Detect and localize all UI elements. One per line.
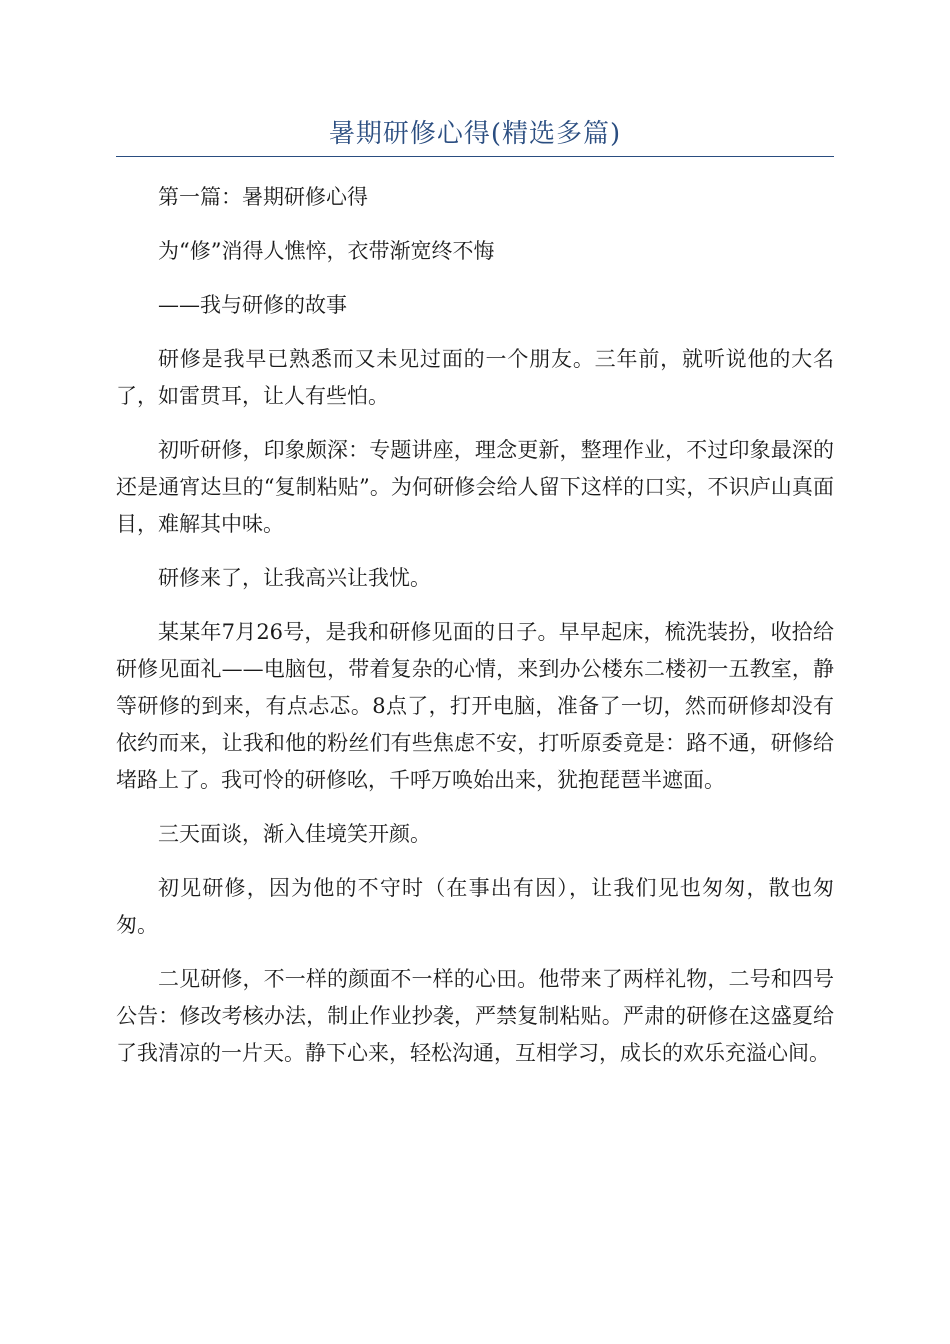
paragraph-2: 为“修”消得人憔悴，衣带渐宽终不悔 — [158, 239, 495, 263]
paragraph-9: 初见研修，因为他的不守时（在事出有因），让我们见也匆匆，散也匆匆。 — [116, 876, 834, 937]
paragraph-6: 研修来了，让我高兴让我忧。 — [158, 566, 431, 590]
paragraph-4: 研修是我早已熟悉而又未见过面的一个朋友。三年前，就听说他的大名了，如雷贯耳，让人有些怕。 — [116, 347, 834, 408]
paragraph-8: 三天面谈，渐入佳境笑开颜。 — [158, 822, 431, 846]
paragraph-5: 初听研修，印象颇深：专题讲座，理念更新，整理作业，不过印象最深的还是通宵达旦的“复制粘贴”。为何研修会给人留下这样的口实，不识庐山真面目，难解其中味。 — [116, 438, 834, 536]
document-body — [116, 179, 834, 1072]
paragraph-3: ——我与研修的故事 — [158, 293, 347, 317]
paragraph-1: 第一篇：暑期研修心得 — [158, 185, 368, 209]
title-underline — [116, 156, 834, 157]
paragraph-10: 二见研修，不一样的颜面不一样的心田。他带来了两样礼物，二号和四号公告：修改考核办法，制止作业抄袭，严禁复制粘贴。严肃的研修在这盛夏给了我清凉的一片天。静下心来，轻松沟通，互相学习，成长的欢乐充溢心间。 — [116, 967, 834, 1065]
document-title: 暑期研修心得(精选多篇) — [328, 119, 622, 149]
paragraph-7: 某某年7月26号，是我和研修见面的日子。早早起床，梳洗装扮，收拾给研修见面礼——电脑包，带着复杂的心情，来到办公楼东二楼初一五教室，静等研修的到来，有点忐忑。8点了，打开电脑，准备了一切，然而研修却没有依约而来，让我和他的粉丝们有些焦虑不安，打听原委竟是：路不通，研修给堵路上了。我可怜的研修吆，千呼万唤始出来，犹抱琵琶半遮面。 — [116, 620, 834, 792]
